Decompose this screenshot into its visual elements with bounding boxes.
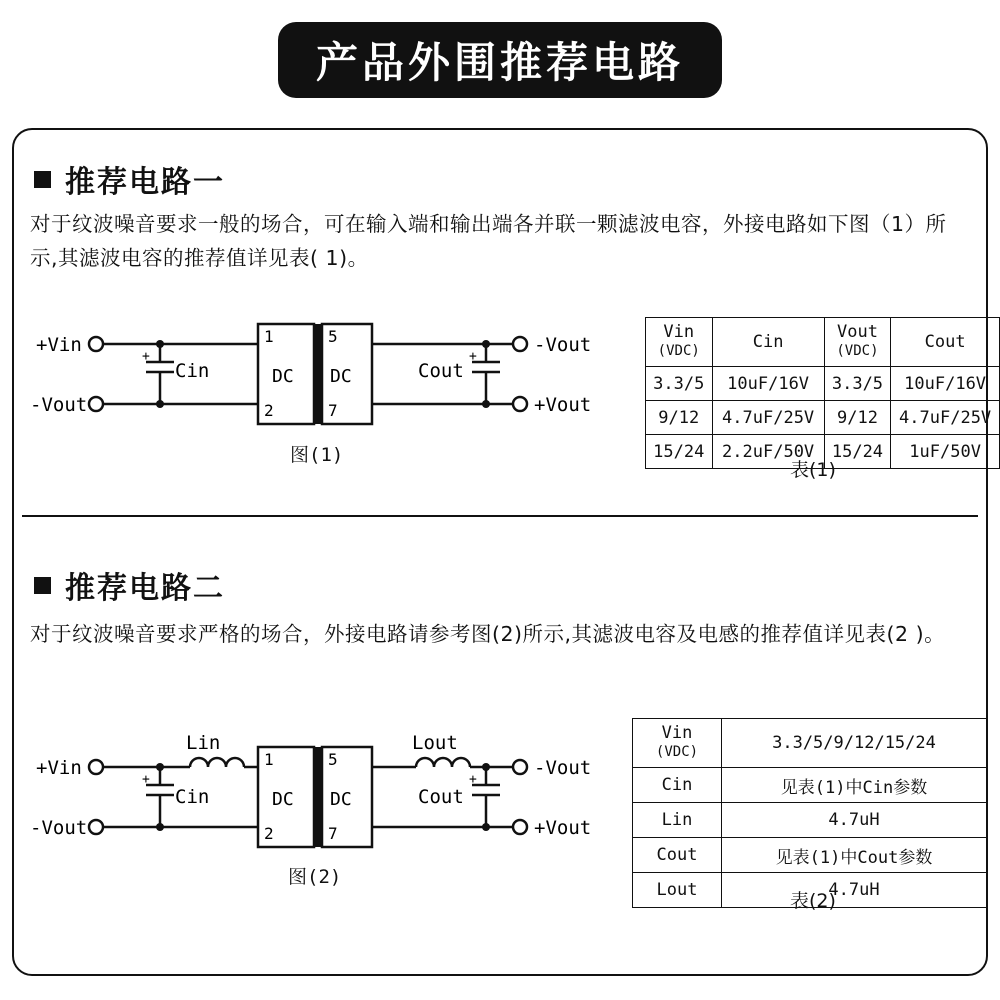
table-2 (632, 718, 987, 908)
page-title: 产品外围推荐电路 (315, 38, 684, 87)
vin-label: +Vin (36, 334, 82, 356)
vout-pos-label: +Vout (534, 817, 592, 839)
table-row (646, 401, 1000, 435)
cin-label: Cin (175, 360, 210, 382)
table-row (633, 838, 987, 873)
table2-value: 4.7uH (722, 803, 987, 838)
table1-cell: 1uF/50V (891, 435, 1000, 469)
svg-text:+: + (469, 772, 477, 787)
vout-neg-label: -Vout (534, 757, 592, 779)
pin-1-label: 1 (264, 750, 274, 769)
table1-header-cin: Cin (712, 318, 824, 367)
pin-5-label: 5 (328, 327, 338, 346)
section-2-heading-label: 推荐电路二 (65, 571, 225, 606)
figure-1-caption: 图(1) (290, 444, 344, 466)
figure-2-caption: 图(2) (288, 866, 342, 888)
table-row (633, 768, 987, 803)
pin-2-label: 2 (264, 401, 274, 420)
table-1 (645, 317, 1000, 469)
table1-cell: 9/12 (646, 401, 713, 435)
table2-value: 见表(1)中Cout参数 (722, 838, 987, 873)
section-divider (22, 515, 978, 517)
table1-header-vin: Vin (VDC) (646, 318, 713, 367)
svg-text:+: + (142, 772, 150, 787)
table-row (646, 318, 1000, 367)
lin-label: Lin (186, 735, 221, 754)
dc-left-label: DC (272, 366, 294, 387)
pin-1-label: 1 (264, 327, 274, 346)
dc-right-label: DC (330, 366, 352, 387)
table2-value: 4.7uH (722, 873, 987, 908)
vout-pos-label: +Vout (534, 394, 592, 416)
table-row (646, 367, 1000, 401)
section-1-paragraph: 对于纹波噪音要求一般的场合，可在输入端和输出端各并联一颗滤波电容，外接电路如下图（1）所示,其滤波电容的推荐值详见表( 1)。 (30, 212, 947, 270)
svg-text:+: + (469, 349, 477, 364)
pin-5-label: 5 (328, 750, 338, 769)
dc-left-label: DC (272, 789, 294, 810)
table1-cell: 2.2uF/50V (712, 435, 824, 469)
square-bullet-icon (34, 171, 51, 188)
section-2-heading (34, 563, 225, 607)
lout-label: Lout (412, 735, 458, 754)
table-1-caption: 表(1) (790, 459, 836, 481)
table-2-caption: 表(2) (790, 890, 836, 912)
table2-value: 3.3/5/9/12/15/24 (722, 719, 987, 768)
vin-neg-label: -Vout (30, 394, 88, 416)
table-row (633, 719, 987, 768)
table1-cell: 3.3/5 (646, 367, 713, 401)
pin-2-label: 2 (264, 824, 274, 843)
table2-label: Lout (633, 873, 722, 908)
table1-cell: 4.7uF/25V (891, 401, 1000, 435)
table1-header-vout: Vout (VDC) (824, 318, 891, 367)
table1-cell: 9/12 (824, 401, 891, 435)
table1-header-cout: Cout (891, 318, 1000, 367)
table2-label: Lin (633, 803, 722, 838)
cout-label: Cout (418, 786, 464, 808)
table1-cell: 4.7uF/25V (712, 401, 824, 435)
vout-neg-label: -Vout (534, 334, 592, 356)
square-bullet-icon (34, 577, 51, 594)
table1-cell: 3.3/5 (824, 367, 891, 401)
table2-label: Cout (633, 838, 722, 873)
section-2-paragraph: 对于纹波噪音要求严格的场合，外接电路请参考图(2)所示,其滤波电容及电感的推荐值详见表(2 )。 (30, 622, 946, 646)
table1-cell: 15/24 (824, 435, 891, 469)
table2-value: 见表(1)中Cin参数 (722, 768, 987, 803)
page-title-banner (278, 22, 722, 98)
pin-7-label: 7 (328, 401, 338, 420)
svg-text:+: + (142, 349, 150, 364)
vin-neg-label: -Vout (30, 817, 88, 839)
vin-label: +Vin (36, 757, 82, 779)
section-1-heading-label: 推荐电路一 (65, 165, 225, 200)
table-row (633, 803, 987, 838)
section-1-heading (34, 157, 225, 201)
table2-label: Vin (VDC) (633, 719, 722, 768)
cout-label: Cout (418, 360, 464, 382)
table1-cell: 15/24 (646, 435, 713, 469)
pin-7-label: 7 (328, 824, 338, 843)
table2-label: Cin (633, 768, 722, 803)
table1-cell: 10uF/16V (712, 367, 824, 401)
table1-cell: 10uF/16V (891, 367, 1000, 401)
cin-label: Cin (175, 786, 210, 808)
dc-right-label: DC (330, 789, 352, 810)
